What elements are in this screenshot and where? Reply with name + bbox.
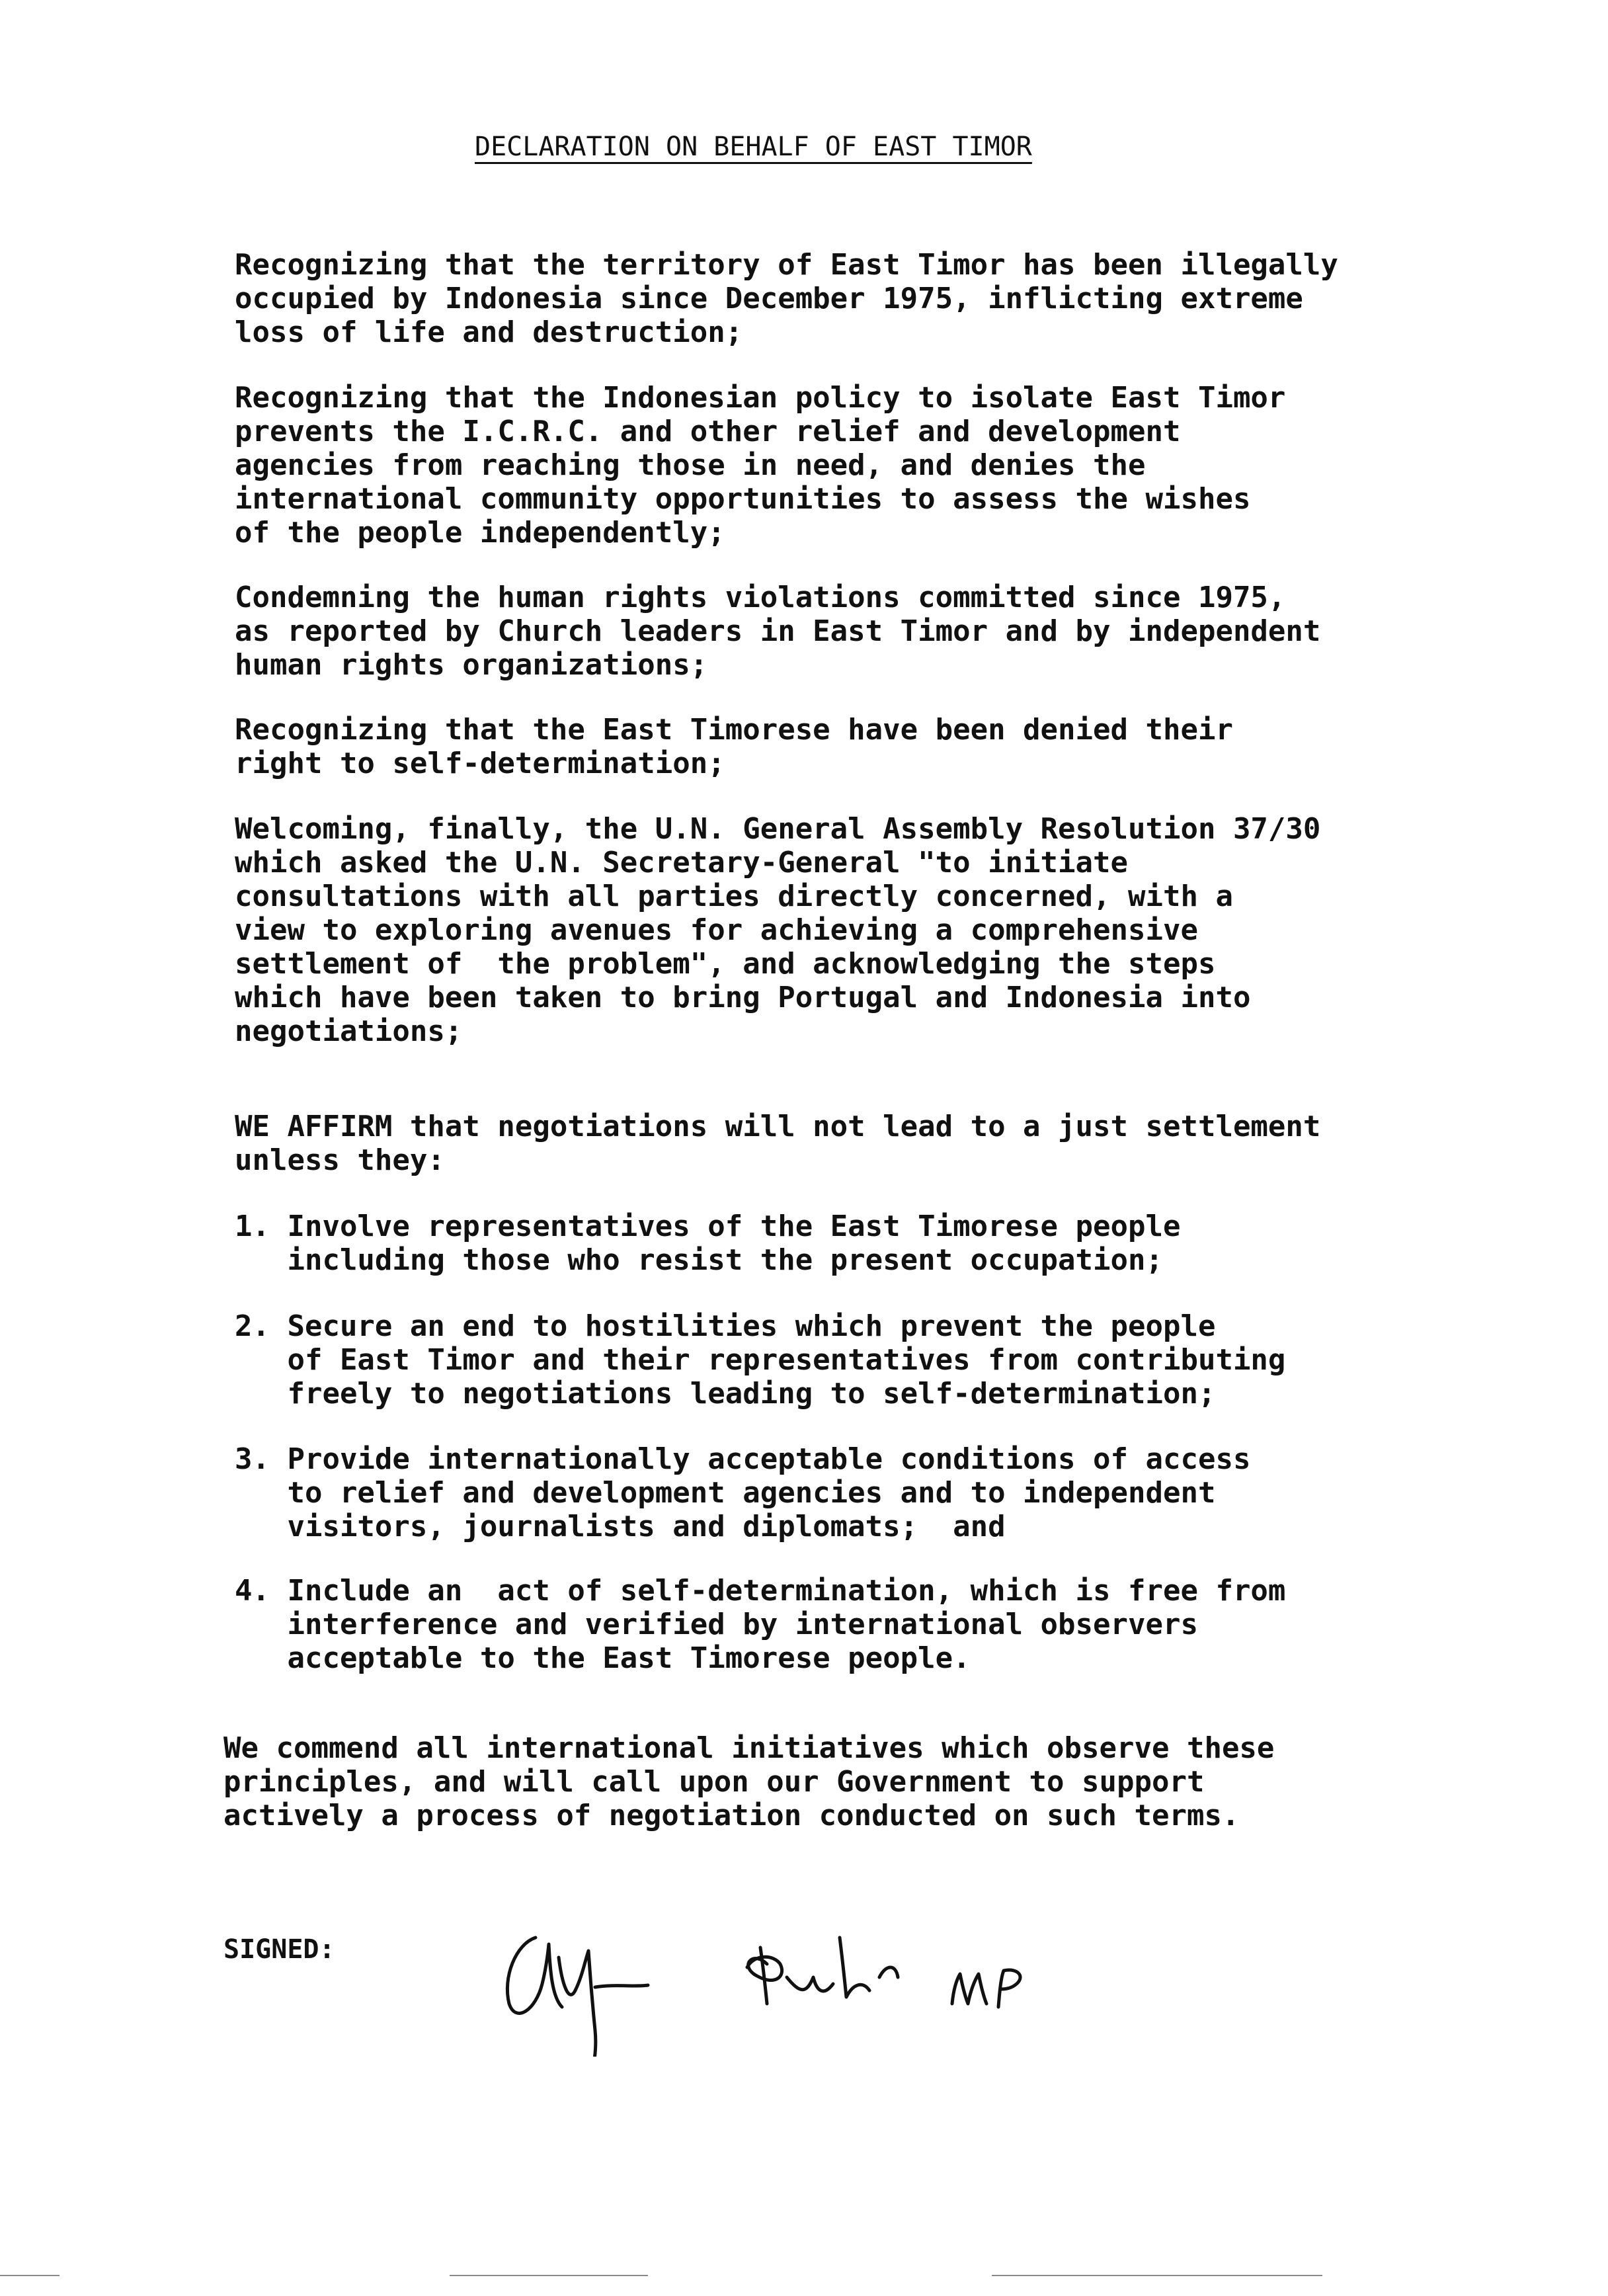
paragraph-self-determination: Recognizing that the East Timorese have been denied their right to self-determination; <box>235 713 1233 780</box>
closing-paragraph: We commend all international initiatives which observe these principles, and will call upon our Government to support actively a process of negotiation conducted on such terms. <box>223 1731 1275 1832</box>
paragraph-isolation-policy: Recognizing that the Indonesian policy to isolate East Timor prevents the I.C.R.C. and other relief and development agencies from reaching those in need, and denies the international community opportunities to assess the wishes of the people independently; <box>235 381 1286 550</box>
list-item: 3. Provide internationally acceptable conditions of access to relief and development agencies and to independent visitors, journalists and diplomats; and <box>235 1442 1251 1543</box>
signed-label: SIGNED: <box>223 1934 335 1965</box>
list-item: 1. Involve representatives of the East Timorese people including those who resist the present occupation; <box>235 1210 1181 1277</box>
scan-edge-line <box>0 2275 60 2276</box>
document-title: DECLARATION ON BEHALF OF EAST TIMOR <box>475 132 1032 162</box>
handwritten-signature <box>489 1898 1071 2057</box>
paragraph-affirmation: WE AFFIRM that negotiations will not lead to a just settlement unless they: <box>235 1110 1321 1177</box>
scan-edge-line <box>450 2275 648 2276</box>
paragraph-human-rights: Condemning the human rights violations committed since 1975, as reported by Church leaders in East Timor and by independent human rights organizations; <box>235 581 1321 682</box>
list-item: 4. Include an act of self-determination, which is free from interference and verified by international observers acceptable to the East Timorese people. <box>235 1574 1286 1675</box>
paragraph-un-resolution: Welcoming, finally, the U.N. General Assembly Resolution 37/30 which asked the U.N. Secretary-General "to initiate consultations with all parties directly concerned, with a view to exploring avenues for achieving a comprehensive settlement of the problem", and acknowledging the steps which have been taken to bring Portugal and Indonesia into negotiations; <box>235 812 1321 1048</box>
scan-edge-line <box>992 2275 1322 2276</box>
paragraph-occupation: Recognizing that the territory of East Timor has been illegally occupied by Indonesia since December 1975, inflicting extreme loss of life and destruction; <box>235 248 1338 349</box>
list-item: 2. Secure an end to hostilities which prevent the people of East Timor and their representatives from contributing freely to negotiations leading to self-determination; <box>235 1309 1286 1411</box>
